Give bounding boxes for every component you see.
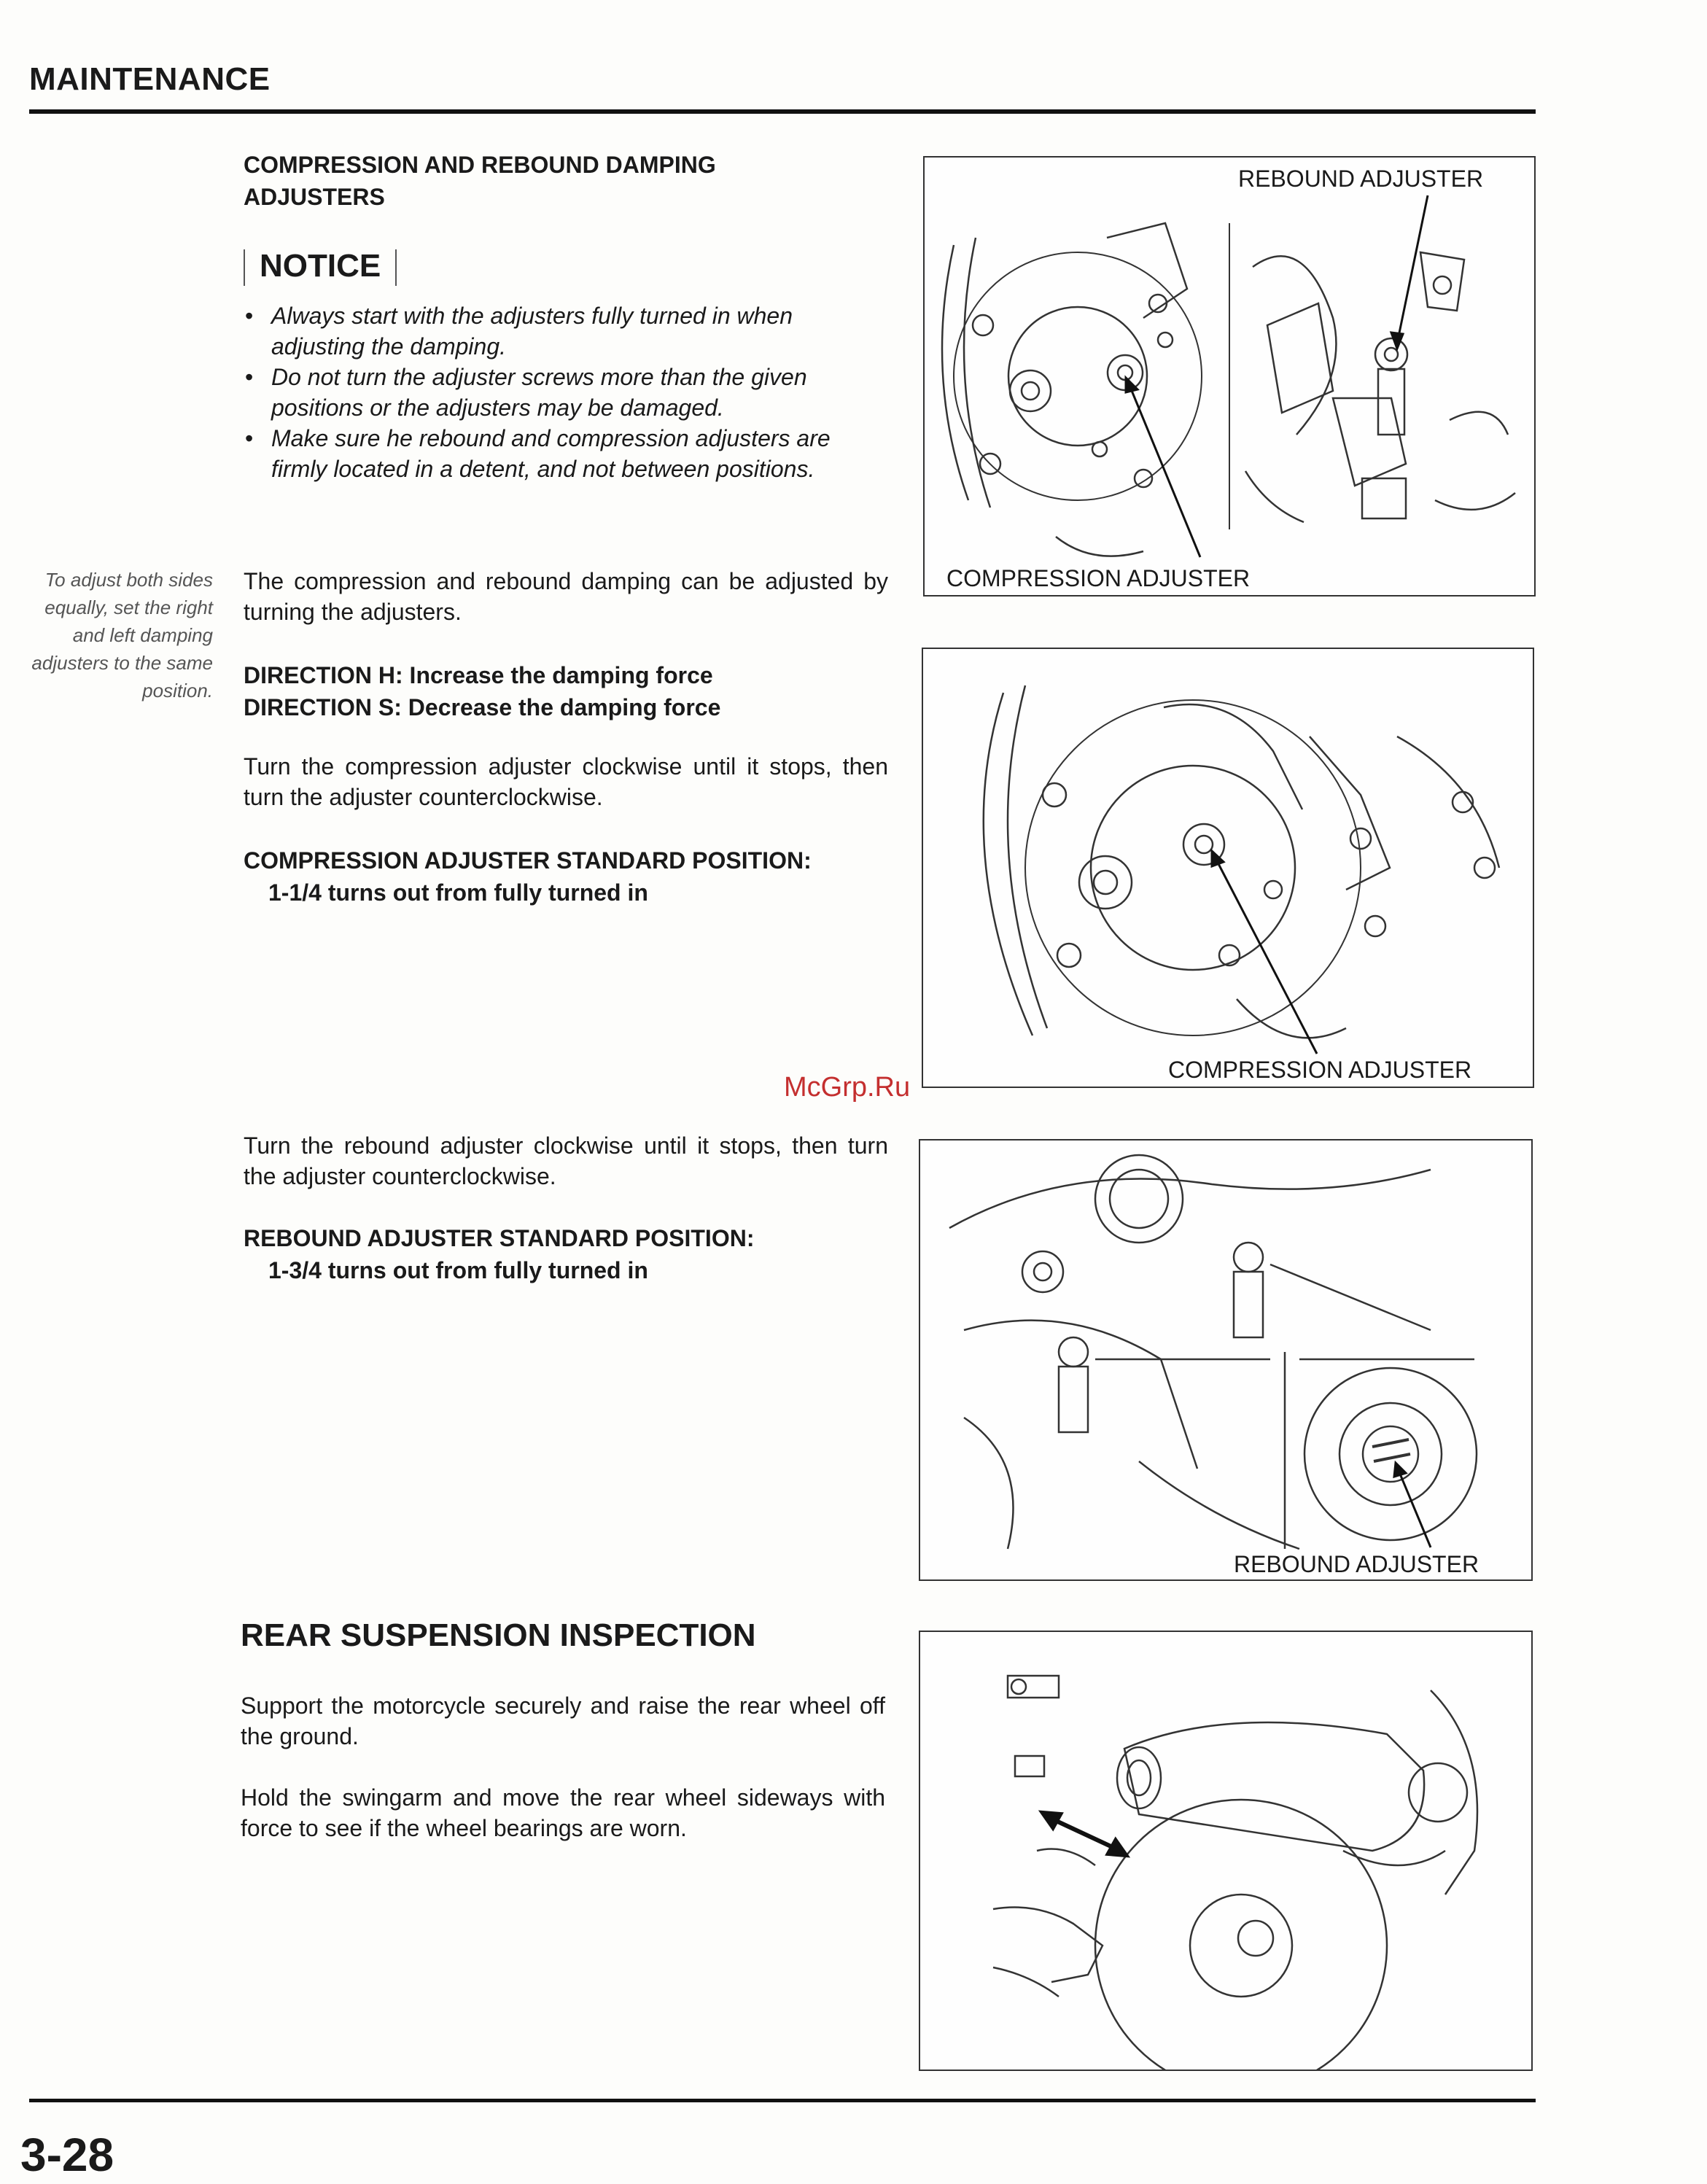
direction-h: DIRECTION H: Increase the damping force <box>244 662 713 688</box>
figure-front-fork-adjusters <box>923 156 1536 596</box>
damping-heading-line1: COMPRESSION AND REBOUND DAMPING <box>244 152 716 178</box>
damping-heading-line2: ADJUSTERS <box>244 184 385 210</box>
label-compression-adjuster: COMPRESSION ADJUSTER <box>946 565 1251 591</box>
notice-item: • Do not turn the adjuster screws more than the given positions or the adjusters may be damaged. <box>244 362 890 423</box>
compression-illustration <box>923 649 1533 1087</box>
rear-para-1: Support the motorcycle securely and raise the rear wheel off the ground. <box>241 1693 885 1749</box>
header-rule <box>29 109 1536 114</box>
figure-compression-adjuster <box>922 648 1534 1088</box>
notice-item: • Always start with the adjusters fully turned in when adjusting the damping. <box>244 300 890 362</box>
figure-rear-wheel-inspection <box>919 1631 1533 2071</box>
fork-illustration <box>925 158 1534 595</box>
damping-heading <box>244 149 900 213</box>
damping-intro: The compression and rebound damping can be adjusted by turning the adjusters. <box>244 568 888 625</box>
compression-std-label: COMPRESSION ADJUSTER STANDARD POSITION: <box>244 847 812 874</box>
label-rebound-adjuster-2: REBOUND ADJUSTER <box>1234 1551 1479 1577</box>
compression-std-value: 1-1/4 turns out from fully turned in <box>268 879 648 906</box>
page-number: 3-28 <box>20 2129 114 2181</box>
rear-para-2: Hold the swingarm and move the rear wheel sideways with force to see if the wheel bearings are worn. <box>241 1784 885 1841</box>
rebound-std-label: REBOUND ADJUSTER STANDARD POSITION: <box>244 1225 755 1251</box>
label-compression-adjuster-2: COMPRESSION ADJUSTER <box>1168 1057 1472 1083</box>
direction-s: DIRECTION S: Decrease the damping force <box>244 694 721 720</box>
rear-wheel-illustration <box>920 1632 1531 2070</box>
rebound-illustration <box>920 1140 1531 1579</box>
side-note: To adjust both sides equally, set the right and left damping adjusters to the same position. <box>31 569 213 702</box>
footer-rule <box>29 2099 1536 2102</box>
compression-instruction: Turn the compression adjuster clockwise until it stops, then turn the adjuster counterclockwise. <box>244 753 888 810</box>
rebound-std-value: 1-3/4 turns out from fully turned in <box>268 1257 648 1283</box>
notice-label: NOTICE <box>244 248 397 284</box>
label-rebound-adjuster: REBOUND ADJUSTER <box>1238 166 1484 192</box>
rear-suspension-title: REAR SUSPENSION INSPECTION <box>241 1617 756 1653</box>
watermark: McGrp.Ru <box>784 1072 911 1103</box>
figure-rebound-adjuster <box>919 1139 1533 1581</box>
section-title: MAINTENANCE <box>29 61 271 97</box>
notice-item: • Make sure he rebound and compression adjusters are firmly located in a detent, and not between positions. <box>244 423 890 484</box>
rebound-instruction: Turn the rebound adjuster clockwise until it stops, then turn the adjuster counterclockwise. <box>244 1132 888 1189</box>
notice-list <box>244 300 890 484</box>
